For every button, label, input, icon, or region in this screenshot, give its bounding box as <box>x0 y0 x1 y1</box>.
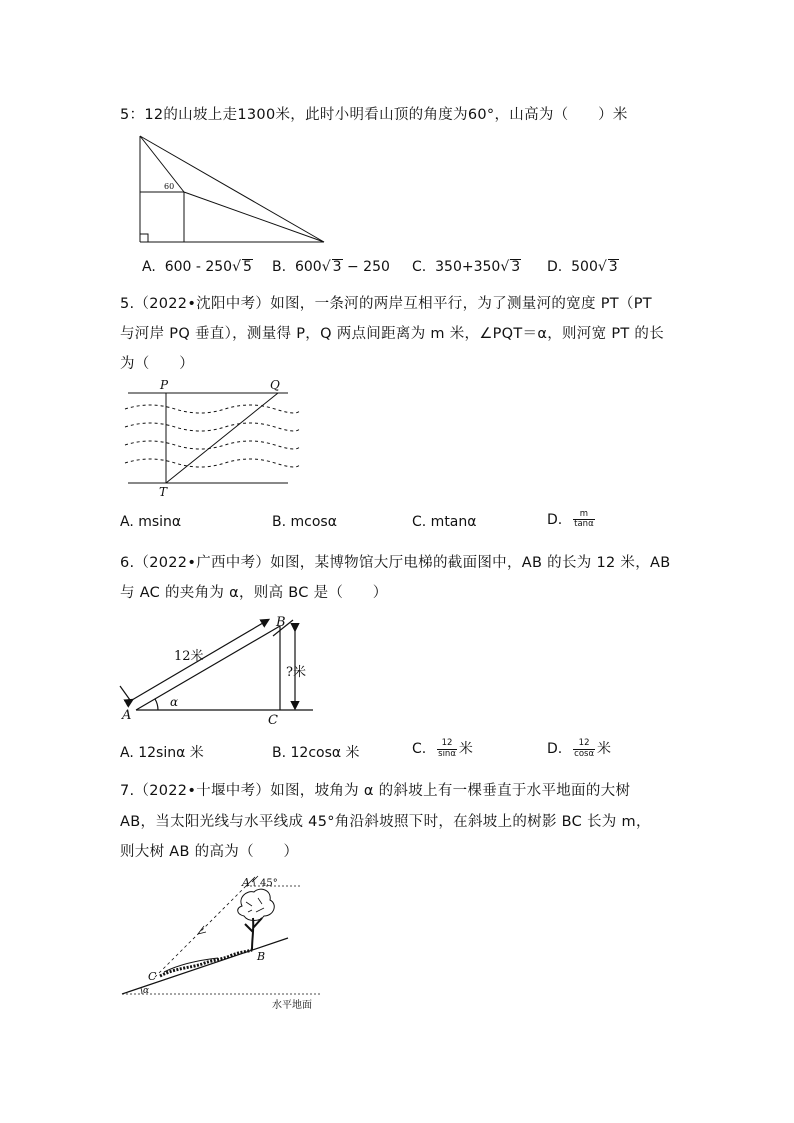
label-alpha: α <box>170 695 179 709</box>
q5a-option-b[interactable]: B. 600√ 3 − 250 <box>272 259 390 275</box>
q6-option-d[interactable]: D. $\frac{12}{\cos\alpha}$ 米 <box>547 738 612 759</box>
label-length: 12米 <box>174 649 204 664</box>
q6-figure <box>118 608 323 728</box>
tree-trunk <box>245 918 262 950</box>
label-b: B <box>276 615 286 630</box>
label-alpha: α <box>143 986 150 996</box>
water-waves <box>125 405 300 467</box>
alpha-arc <box>141 988 142 994</box>
bottom-tick <box>120 686 130 700</box>
q6-line1: 6.（2022•广西中考）如图，某博物馆大厅电梯的截面图中，AB 的长为 12 米，AB <box>120 555 671 571</box>
label-45: 45° <box>260 878 278 889</box>
right-angle-mark <box>140 234 148 242</box>
label-c: C <box>268 713 278 728</box>
q5a-stem: 5：12的山坡上走1300米，此时小明看山顶的角度为60°，山高为（ ）米 <box>120 107 628 123</box>
label-a: A <box>122 708 132 723</box>
alpha-arc <box>155 699 158 710</box>
label-a: A <box>242 876 250 889</box>
q5a-option-a[interactable]: A. 600 - 250√ 5 <box>142 259 252 275</box>
q7-line3: 则大树 AB 的高为（ ） <box>120 844 299 860</box>
q6-option-c[interactable]: C. $\frac{12}{\sin\alpha}$ 米 <box>412 738 473 759</box>
label-t: T <box>159 485 168 499</box>
q6-line2: 与 AC 的夹角为 α，则高 BC 是（ ） <box>120 585 388 601</box>
q5b-figure <box>120 375 305 500</box>
slope-line <box>184 192 324 242</box>
label-ground: 水平地面 <box>272 1000 312 1011</box>
q5b-option-a[interactable]: A. msinα <box>120 514 182 530</box>
q5b-option-d[interactable]: D. $\frac{m}{\tan\alpha}$ <box>547 509 594 530</box>
q7-line2: AB，当太阳光线与水平线成 45°角沿斜坡照下时，在斜坡上的树影 BC 长为 m， <box>120 814 651 830</box>
q6-option-b[interactable]: B. 12cosα 米 <box>272 745 360 761</box>
tree-shadow <box>160 950 252 976</box>
q5b-option-c[interactable]: C. mtanα <box>412 514 477 530</box>
qt-line <box>166 393 278 483</box>
q5b-line1: 5.（2022•沈阳中考）如图，一条河的两岸互相平行，为了测量河的宽度 PT（PT <box>120 296 652 312</box>
q5b-line2: 与河岸 PQ 垂直），测量得 P，Q 两点间距离为 m 米，∠PQT＝α，则河宽 PT 的长 <box>120 326 665 342</box>
label-c: C <box>148 970 157 983</box>
q5b-line3: 为（ ） <box>120 356 194 372</box>
q7-line1: 7.（2022•十堰中考）如图，坡角为 α 的斜坡上有一棵垂直于水平地面的大树 <box>120 783 631 799</box>
q5a-option-d[interactable]: D. 500√ 3 <box>547 259 618 275</box>
q5b-option-b[interactable]: B. mcosα <box>272 514 337 530</box>
label-height: ?米 <box>286 665 306 680</box>
label-q: Q <box>270 378 280 392</box>
q7-figure <box>120 872 335 1017</box>
q6-option-a[interactable]: A. 12sinα 米 <box>120 745 204 761</box>
angle-60-label: 60 <box>164 182 175 191</box>
tree-crown <box>238 889 275 920</box>
label-p: P <box>160 378 169 392</box>
escalator-line <box>136 626 280 710</box>
sight-line <box>140 136 184 192</box>
q5a-option-c[interactable]: C. 350+350√ 3 <box>412 259 521 275</box>
q5a-figure <box>136 134 328 246</box>
label-b: B <box>257 950 266 963</box>
